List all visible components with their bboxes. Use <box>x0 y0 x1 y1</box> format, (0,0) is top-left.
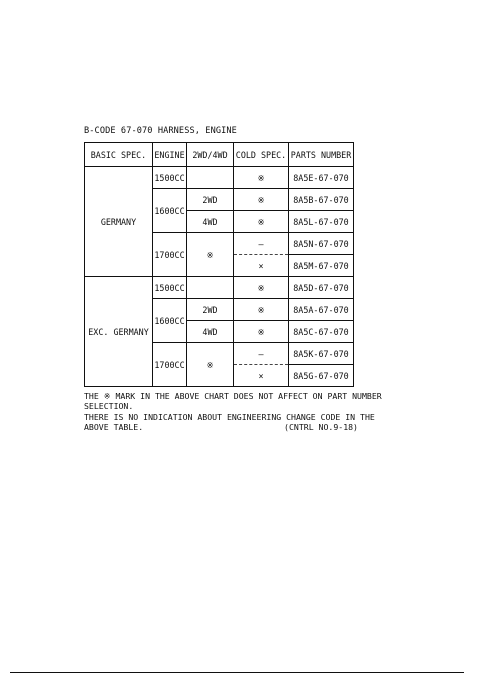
part-number-cell: 8A5C-67-070 <box>289 321 354 343</box>
cold-spec-cell: ※ <box>234 211 289 233</box>
engine-cell: 1500CC <box>153 277 187 299</box>
header-cold-spec: COLD SPEC. <box>234 143 289 167</box>
cold-spec-cell: ※ <box>234 189 289 211</box>
engine-cell: 1600CC <box>153 189 187 233</box>
note-line: THERE IS NO INDICATION ABOUT ENGINEERING CHANGE CODE IN THE <box>84 411 375 422</box>
header-engine: ENGINE <box>153 143 187 167</box>
part-number-cell: 8A5D-67-070 <box>289 277 354 299</box>
cold-spec-cell: ※ <box>234 299 289 321</box>
drive-cell: 2WD <box>187 299 234 321</box>
note-line <box>84 422 364 432</box>
part-number-cell: 8A5M-67-070 <box>289 255 354 277</box>
parts-spec-table <box>84 142 354 387</box>
basic-spec-cell: GERMANY <box>85 167 153 277</box>
engine-cell: 1600CC <box>153 299 187 343</box>
note-line: THE ※ MARK IN THE ABOVE CHART DOES NOT AFFECT ON PART NUMBER <box>84 391 382 401</box>
footer-rule <box>10 672 464 673</box>
part-number-cell: 8A5E-67-070 <box>289 167 354 189</box>
part-number-cell: 8A5K-67-070 <box>289 343 354 365</box>
cold-spec-cell: — <box>234 233 289 255</box>
header-drive: 2WD/4WD <box>187 143 234 167</box>
cold-spec-cell: ※ <box>234 277 289 299</box>
cold-spec-cell: ※ <box>234 321 289 343</box>
part-number-cell: 8A5G-67-070 <box>289 365 354 387</box>
table-header-row <box>85 143 354 167</box>
cold-spec-cell: × <box>234 365 289 387</box>
table-row <box>85 167 354 189</box>
engine-cell: 1700CC <box>153 233 187 277</box>
drive-cell: ※ <box>187 343 234 387</box>
drive-cell: 2WD <box>187 189 234 211</box>
drive-cell <box>187 167 234 189</box>
cold-spec-cell: — <box>234 343 289 365</box>
engine-cell: 1700CC <box>153 343 187 387</box>
drive-cell: 4WD <box>187 211 234 233</box>
control-number: (CNTRL NO.9-18) <box>284 422 358 433</box>
document-title: B-CODE 67-070 HARNESS, ENGINE <box>84 126 237 136</box>
header-parts-number: PARTS NUMBER <box>289 143 354 167</box>
header-basic-spec: BASIC SPEC. <box>85 143 153 167</box>
drive-cell <box>187 277 234 299</box>
engine-cell: 1500CC <box>153 167 187 189</box>
part-number-cell: 8A5N-67-070 <box>289 233 354 255</box>
drive-cell: 4WD <box>187 321 234 343</box>
note-line: SELECTION. <box>84 401 134 412</box>
part-number-cell: 8A5B-67-070 <box>289 189 354 211</box>
basic-spec-cell: EXC. GERMANY <box>85 277 153 387</box>
note-text: ABOVE TABLE. <box>84 422 144 433</box>
cold-spec-cell: × <box>234 255 289 277</box>
table-row <box>85 277 354 299</box>
part-number-cell: 8A5L-67-070 <box>289 211 354 233</box>
cold-spec-cell: ※ <box>234 167 289 189</box>
footnotes <box>84 391 382 433</box>
part-number-cell: 8A5A-67-070 <box>289 299 354 321</box>
drive-cell: ※ <box>187 233 234 277</box>
